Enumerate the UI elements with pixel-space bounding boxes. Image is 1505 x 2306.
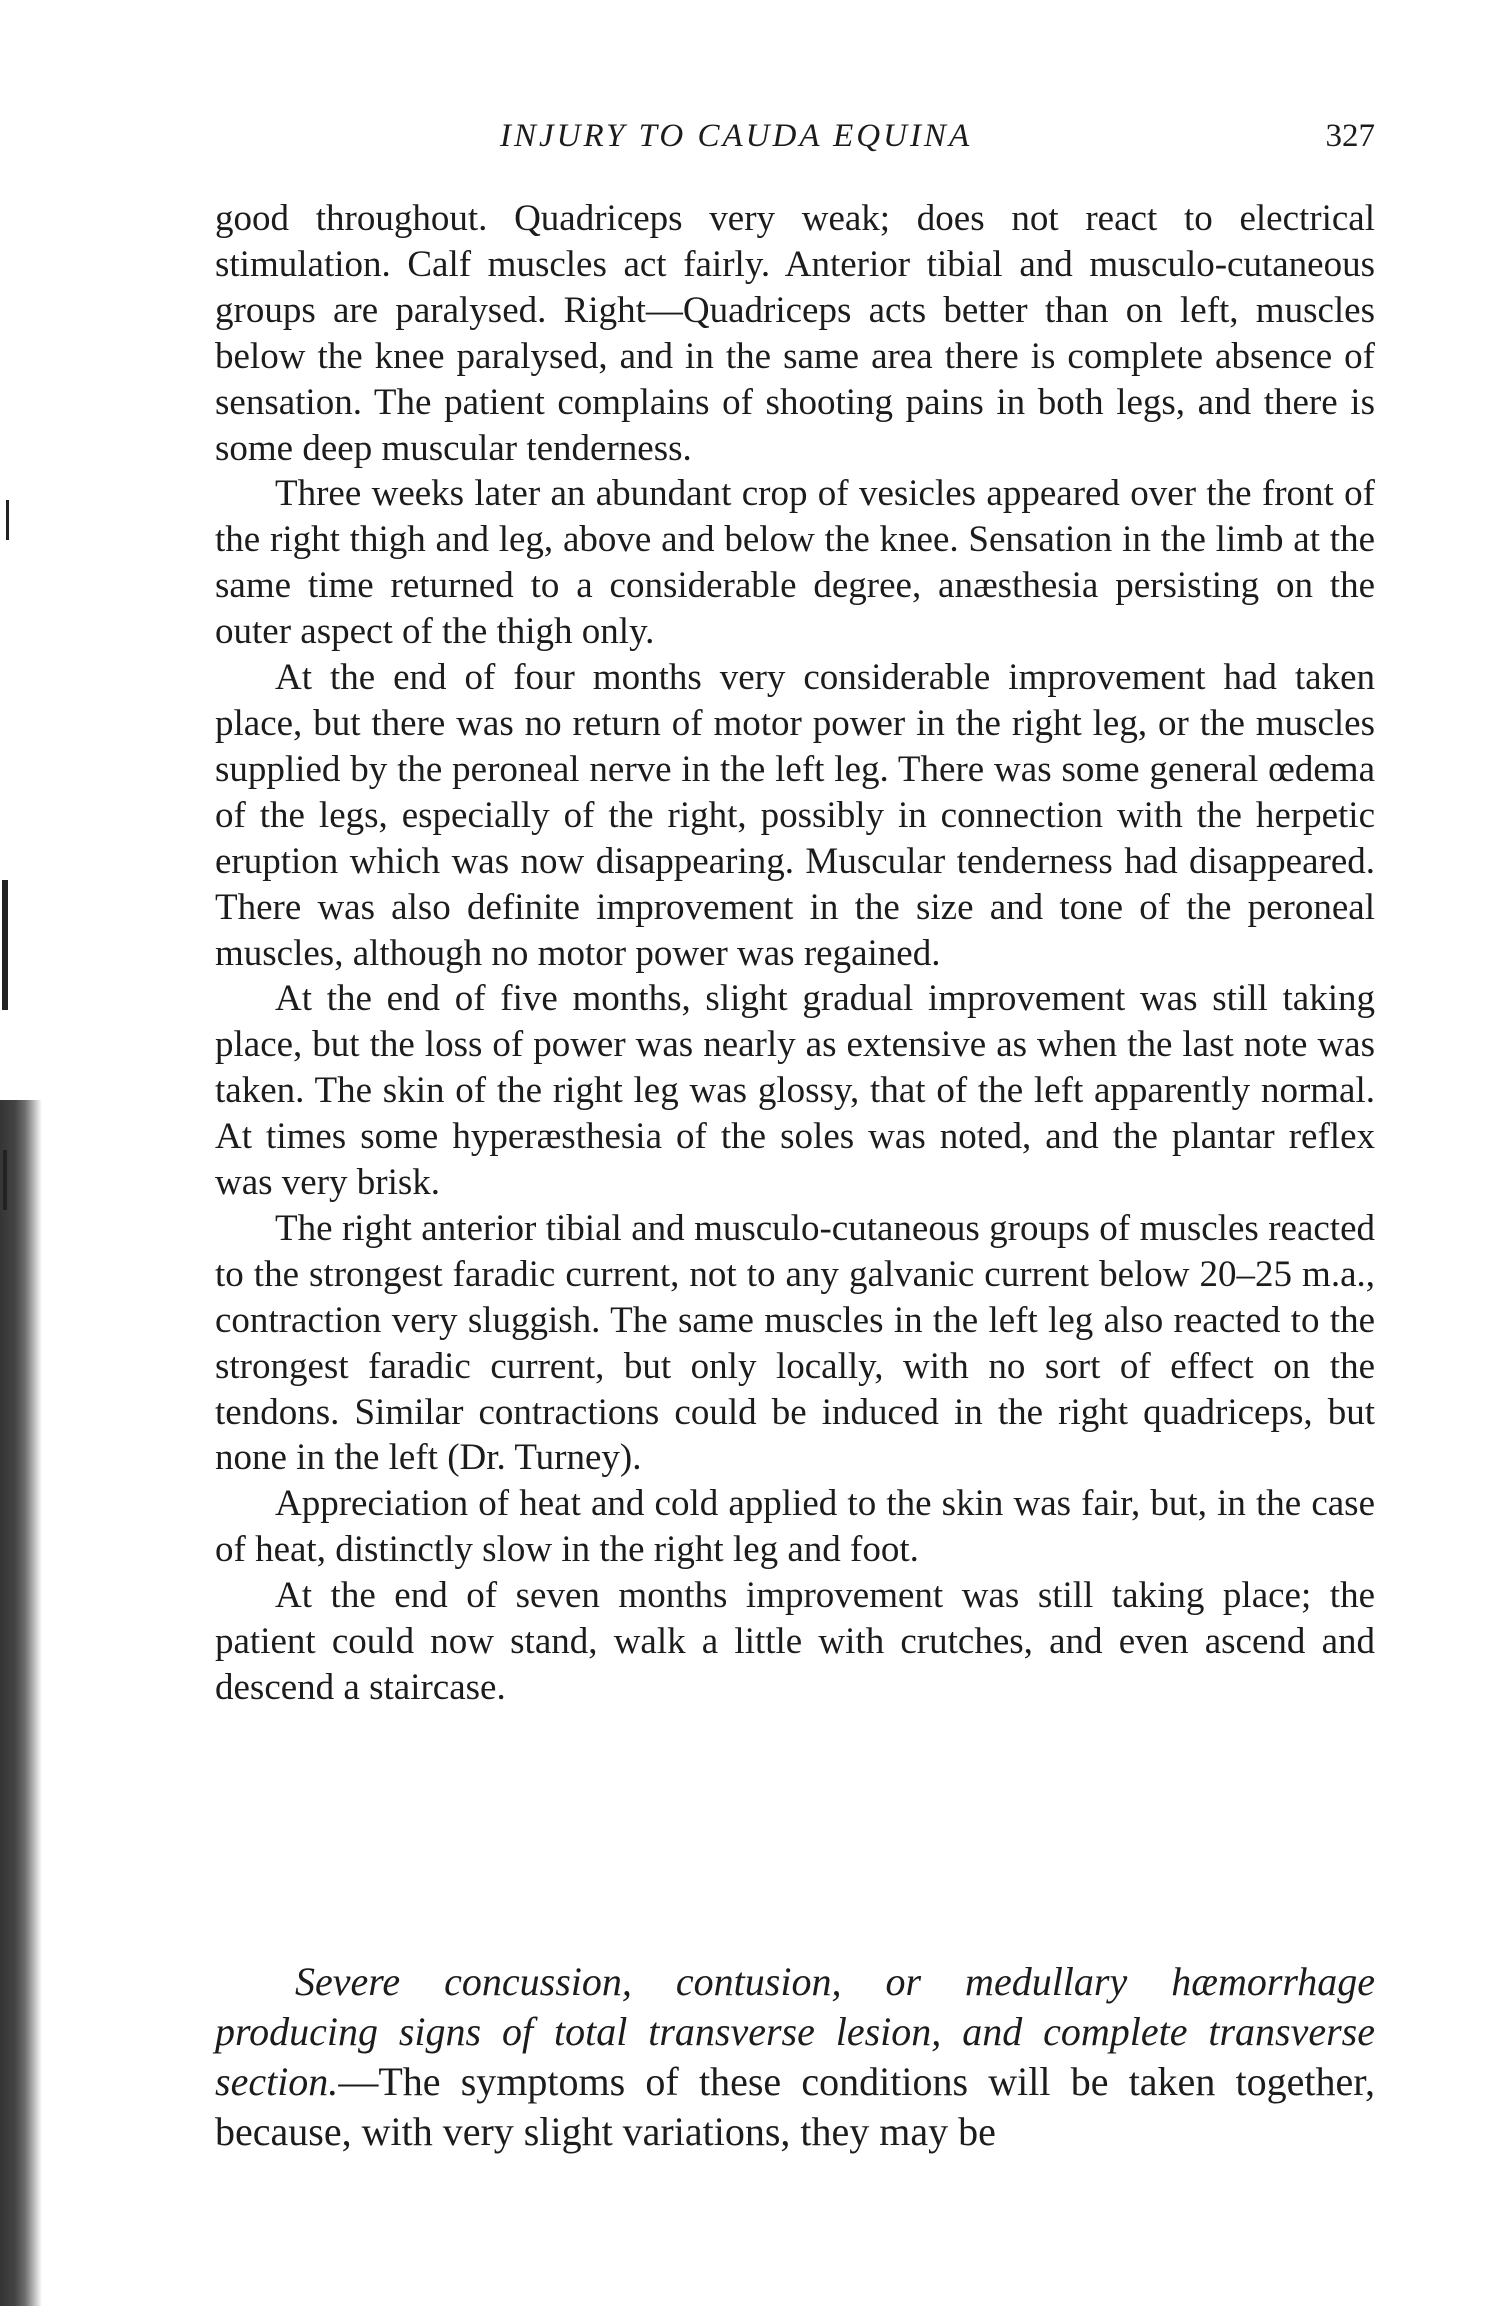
paragraph: good throughout. Quadriceps very weak; does not react to electrical stimulation. Calf muscles act fairly. Anterior tibial and musculo-cutaneous groups are paralysed. Right—Quadriceps acts better than on left, muscles below the knee paralysed, and in the same area there is complete absence of sensation. The patient complains of shooting pains in both legs, and there is some deep muscular tenderness.	[215, 198, 1375, 469]
paragraph: At the end of four months very considerable improvement had taken place, but there was no return of motor power in the right leg, or the muscles supplied by the peroneal nerve in the left leg. There was some general œdema of the legs, especially of the right, possibly in connection with the herpetic eruption which was now disappearing. Muscular tenderness had disappeared. There was also definite improvement in the size and tone of the peroneal muscles, although no motor power was regained.	[215, 657, 1375, 974]
paragraph: The right anterior tibial and musculo-cutaneous groups of muscles reacted to the strongest faradic current, not to any galvanic current below 20–25 m.a., contraction very sluggish. The same muscles in the left leg also reacted to the strongest faradic current, but only locally, with no sort of effect on the tendons. Similar contractions could be induced in the right quadriceps, but none in the left (Dr. Turney).	[215, 1207, 1375, 1479]
running-title: INJURY TO CAUDA EQUINA	[500, 118, 973, 154]
binding-edge-shadow	[0, 1100, 42, 2306]
running-head	[215, 118, 1375, 164]
binding-mark	[3, 1150, 7, 1210]
section-paragraph	[215, 1957, 1375, 2157]
body-text	[215, 196, 1375, 1711]
paragraph: At the end of seven months improvement was still taking place; the patient could now stand, walk a little with crutches, and even ascend and descend a staircase.	[215, 1575, 1375, 1708]
paragraph: Three weeks later an abundant crop of vesicles appeared over the front of the right thigh and leg, above and below the knee. Sensation in the limb at the same time returned to a considerable degree, anæsthesia persisting on the outer aspect of the thigh only.	[215, 473, 1375, 653]
section-text: —The symptoms of these conditions will be taken together, because, with very slight variations, they may be	[215, 2059, 1375, 2154]
section-heading: Severe concussion, contusion, or medullary hæmorrhage producing signs of total transverse lesion, and complete transverse section.	[215, 1959, 1375, 2104]
page-number: 327	[1325, 118, 1375, 154]
paragraph: At the end of five months, slight gradual improvement was still taking place, but the loss of power was nearly as extensive as when the last note was taken. The skin of the right leg was glossy, that of the left apparently normal. At times some hyperæsthesia of the soles was noted, and the plantar reflex was very brisk.	[215, 978, 1375, 1204]
binding-mark	[2, 880, 8, 1010]
binding-mark	[6, 500, 9, 540]
paragraph: Appreciation of heat and cold applied to the skin was fair, but, in the case of heat, distinctly slow in the right leg and foot.	[215, 1483, 1375, 1571]
